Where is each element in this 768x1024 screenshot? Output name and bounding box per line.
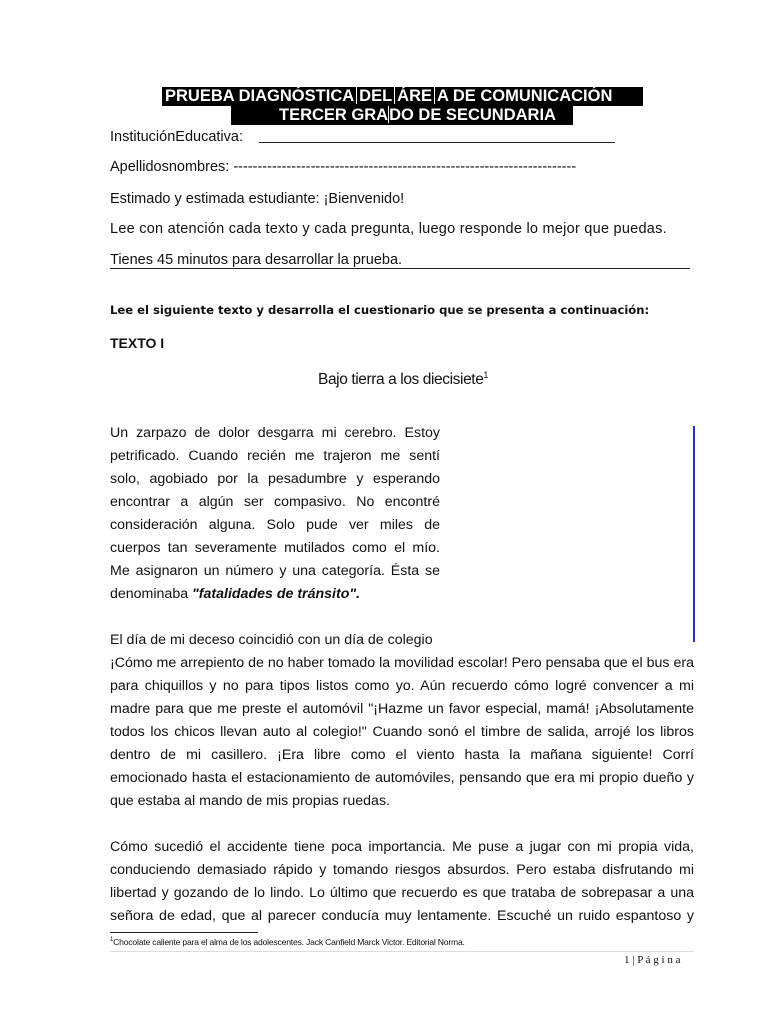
paragraph-line: para chiquillos y no para tipos listos como yo. Aún recuerdo cómo logré convencer a mi (110, 678, 694, 694)
story-paragraph-3 (110, 836, 694, 928)
paragraph-line: petrificado. Cuando recién me trajeron me sentí (110, 448, 440, 464)
paragraph-line: madre para que me preste el automóvil "¡Hazme un favor especial, mamá! ¡Absolutamente (110, 701, 694, 717)
footnote-text: Chocolate caliente para el alma de los adolescentes. Jack Canfield Marck Victor. Editorial Norma. (113, 937, 465, 947)
footnote (110, 937, 465, 947)
exam-title-line-2 (231, 106, 573, 125)
page-footer (624, 954, 680, 966)
title-text-2a: TERCER GRA (279, 106, 389, 124)
time-note-underline (110, 268, 690, 269)
footnote-separator (110, 932, 258, 933)
title-text-1b: DEL (359, 87, 393, 105)
student-names-label: Apellidosnombres: ----------------------------------------------------------------------- (110, 159, 577, 175)
paragraph-line: solo, agobiado por la pesadumbre y esperando (110, 471, 440, 487)
paragraph-line: cuerpos tan severamente mutilados como el mío. (110, 540, 440, 556)
greeting-text: Estimado y estimada estudiante: ¡Bienvenido! (110, 191, 405, 207)
time-note: Tienes 45 minutos para desarrollar la prueba. (110, 252, 403, 268)
paragraph-text: denominaba (110, 586, 193, 602)
title-text-1c: ÁRE (397, 87, 432, 105)
footer-rule (110, 951, 694, 952)
paragraph-line: emocionado hasta el estacionamiento de automóviles, pensando que era mi propio dueño y (110, 770, 694, 786)
paragraph-line: conduciendo demasiado rápido y tomando riesgos absurdos. Pero estaba disfrutando mi (110, 862, 694, 878)
paragraph-line: Cómo sucedió el accidente tiene poca importancia. Me puse a jugar con mi propia vida, (110, 839, 694, 855)
institution-label: InstituciónEducativa: (110, 129, 243, 145)
paragraph-line: encontrar a algún ser compasivo. No encontré (110, 494, 440, 510)
paragraph-line: dentro de mi casillero. ¡Era libre como el viento hasta la mañana siguiente! Corrí (110, 747, 694, 763)
institution-answer-line[interactable] (259, 142, 615, 143)
paragraph-line (110, 583, 440, 606)
paragraph-line: libertad y gozando de lo lindo. Lo último que recuerdo es que trataba de sobrepasar a una (110, 885, 694, 901)
footnote-mark: 1 (110, 937, 114, 944)
paragraph-line: El día de mi deceso coincidió con un día de colegio (110, 632, 433, 648)
title-text-1d: A DE COMUNICACIÓN (437, 87, 613, 105)
story-title (318, 370, 488, 389)
paragraph-line: señora de edad, que al parecer conducía muy lentamente. Escuché un ruido espantoso y (110, 908, 694, 924)
page-number: 1 (624, 954, 630, 966)
title-text-2b: DO DE SECUNDARIA (389, 106, 556, 124)
emphasized-term: "fatalidades de tránsito". (192, 586, 361, 602)
margin-bar (693, 426, 695, 642)
page-label: | P á g i n a (629, 954, 681, 966)
story-paragraph-1 (110, 422, 440, 606)
story-title-text: Bajo tierra a los diecisiete (318, 371, 484, 389)
instruction-text: Lee con atención cada texto y cada pregunta, luego responde lo mejor que puedas. (110, 221, 667, 237)
title-text-1a: PRUEBA DIAGNÓSTICA (165, 87, 355, 105)
section-directive: Lee el siguiente texto y desarrolla el cuestionario que se presenta a continuación: (110, 303, 650, 317)
paragraph-line: consideración alguna. Solo pude ver miles de (110, 517, 440, 533)
paragraph-line: ¡Cómo me arrepiento de no haber tomado la movilidad escolar! Pero pensaba que el bus era (110, 655, 694, 671)
story-paragraph-2 (110, 629, 694, 813)
paragraph-line: Me asignaron un número y una categoría. Ésta se (110, 563, 440, 579)
text-label: TEXTO I (110, 335, 165, 351)
story-title-footnote-mark: 1 (483, 370, 489, 380)
paragraph-line: todos los chicos llevan auto al colegio!" Cuando sonó el timbre de salida, arrojé los libros (110, 724, 694, 740)
exam-title-line-1 (162, 87, 643, 106)
paragraph-line: Un zarpazo de dolor desgarra mi cerebro. Estoy (110, 425, 440, 441)
paragraph-line: que estaba al mando de mis propias ruedas. (110, 793, 390, 809)
